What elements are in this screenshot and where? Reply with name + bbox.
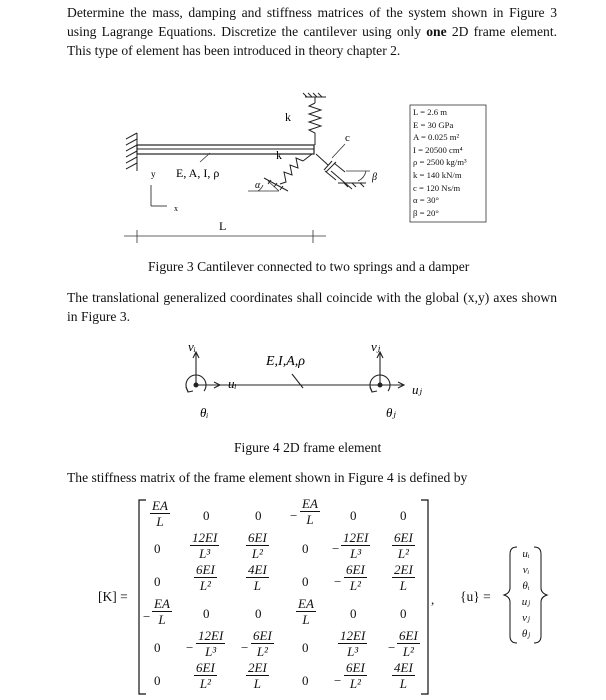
k56: 6EI L²: [399, 628, 418, 659]
u-vector-vj: vⱼ: [522, 612, 530, 624]
u-vector: [517, 546, 535, 642]
k-top-label: k: [285, 110, 291, 124]
k35: 6EI L²: [346, 562, 365, 593]
k23: 6EI L²: [248, 530, 267, 561]
k41: EA L: [154, 596, 170, 627]
parameter-list: [413, 106, 485, 219]
beta-label: β: [372, 172, 377, 183]
k24: 0: [302, 541, 309, 556]
k14: EA L: [302, 496, 318, 527]
param-alpha: α = 30°: [413, 195, 439, 206]
fig4-ui: uᵢ: [228, 376, 237, 391]
u-vector-uj: uⱼ: [521, 596, 531, 608]
k64: 0: [302, 673, 309, 688]
k53: 6EI L²: [253, 628, 272, 659]
fig4-props: E,I,A,ρ: [266, 354, 305, 369]
k63: 2EI L: [248, 660, 267, 691]
fig4-thetaj: θⱼ: [386, 405, 396, 420]
k15: 0: [350, 508, 357, 523]
length-label: L: [219, 219, 227, 233]
k22: 12EI L³: [192, 530, 218, 561]
stiffness-paragraph: The stiffness matrix of the frame element shown in Figure 4 is defined by: [67, 470, 468, 485]
k36: 2EI L: [394, 562, 413, 593]
figure4-caption: Figure 4 2D frame element: [234, 440, 382, 455]
k55: 12EI L³: [340, 628, 366, 659]
param-L: L = 2.6 m: [413, 107, 448, 117]
param-I: I = 20500 cm⁴: [413, 144, 463, 155]
k34: 0: [302, 574, 309, 589]
k46: 0: [400, 606, 407, 621]
u-vector-thetai: θᵢ: [522, 580, 530, 592]
alpha-label: α: [255, 180, 261, 191]
spring-top: [303, 93, 326, 145]
damper: [316, 154, 366, 189]
param-E: E = 30 GPa: [413, 119, 454, 130]
k45: 0: [350, 606, 357, 621]
c-label: c: [345, 132, 350, 144]
param-beta: β = 20°: [413, 207, 439, 218]
fig4-vj: vⱼ: [371, 339, 381, 354]
k12: 0: [203, 508, 210, 523]
k44: EA L: [298, 596, 314, 627]
k16: 0: [400, 508, 407, 523]
k61: 0: [154, 673, 161, 688]
k54: 0: [302, 640, 309, 655]
beam-props-label: E, A, I, ρ: [176, 166, 220, 180]
intro-text-1: Determine the mass, damping and stiffness matrices of the system shown in Figure 3 using Lagrange Equations. Discretize the cantilever using only: [67, 5, 557, 39]
k52-sign: −: [186, 640, 194, 655]
k14-sign: −: [290, 508, 298, 523]
k56-sign: −: [388, 640, 396, 655]
u-vector-vi: vᵢ: [522, 564, 530, 576]
fixed-wall: [126, 133, 137, 171]
intro-text-2: 2D frame element. This type of element has been introduced in theory chapter 2.: [67, 24, 557, 58]
coords-paragraph: The translational generalized coordinates shall coincide with the global (x,y) axes shown in Figure 3.: [67, 290, 557, 324]
stiffness-matrix-equation: [0, 492, 606, 700]
k53-sign: −: [241, 640, 249, 655]
k65: 6EI L²: [346, 660, 365, 691]
k31: 0: [154, 574, 161, 589]
matrix-comma: ,: [431, 592, 435, 607]
param-c: c = 120 Ns/m: [413, 182, 461, 193]
k25-sign: −: [332, 541, 340, 556]
k35-sign: −: [334, 574, 342, 589]
k-mid-label: k: [276, 148, 282, 162]
k65-sign: −: [334, 673, 342, 688]
fig4-thetai: θᵢ: [200, 405, 209, 420]
k42: 0: [203, 606, 210, 621]
lhs-K: [K] =: [98, 589, 128, 604]
k33: 4EI L: [248, 562, 267, 593]
k52: 12EI L³: [198, 628, 224, 659]
axis-y-label: y: [151, 169, 156, 179]
k32: 6EI L²: [196, 562, 215, 593]
spring-angled: [264, 154, 312, 191]
figure3-caption: Figure 3 Cantilever connected to two springs and a damper: [148, 259, 470, 274]
param-k: k = 140 kN/m: [413, 169, 462, 180]
k51: 0: [154, 640, 161, 655]
k21: 0: [154, 541, 161, 556]
param-A: A = 0.025 m²: [413, 132, 460, 143]
u-vector-ui: uᵢ: [522, 548, 530, 560]
k13: 0: [255, 508, 262, 523]
k43: 0: [255, 606, 262, 621]
rhs-u: {u} =: [460, 589, 491, 604]
k62: 6EI L²: [196, 660, 215, 691]
u-vector-thetaj: θⱼ: [521, 628, 531, 640]
intro-bold-one: one: [426, 24, 447, 39]
k66: 4EI L: [394, 660, 413, 691]
xy-axes: [151, 185, 167, 206]
k11: EA L: [152, 498, 168, 529]
k25: 12EI L³: [343, 530, 369, 561]
k41-sign: −: [143, 609, 151, 624]
fig4-uj: uⱼ: [412, 382, 422, 397]
beta-angle-mark: [346, 171, 370, 181]
axis-x-label: x: [174, 204, 178, 213]
param-rho: ρ = 2500 kg/m³: [413, 157, 467, 168]
intro-paragraph: [67, 3, 557, 60]
k26: 6EI L²: [394, 530, 413, 561]
fig4-vi: vᵢ: [188, 339, 196, 354]
figure4-frame-element-diagram: [0, 338, 606, 443]
